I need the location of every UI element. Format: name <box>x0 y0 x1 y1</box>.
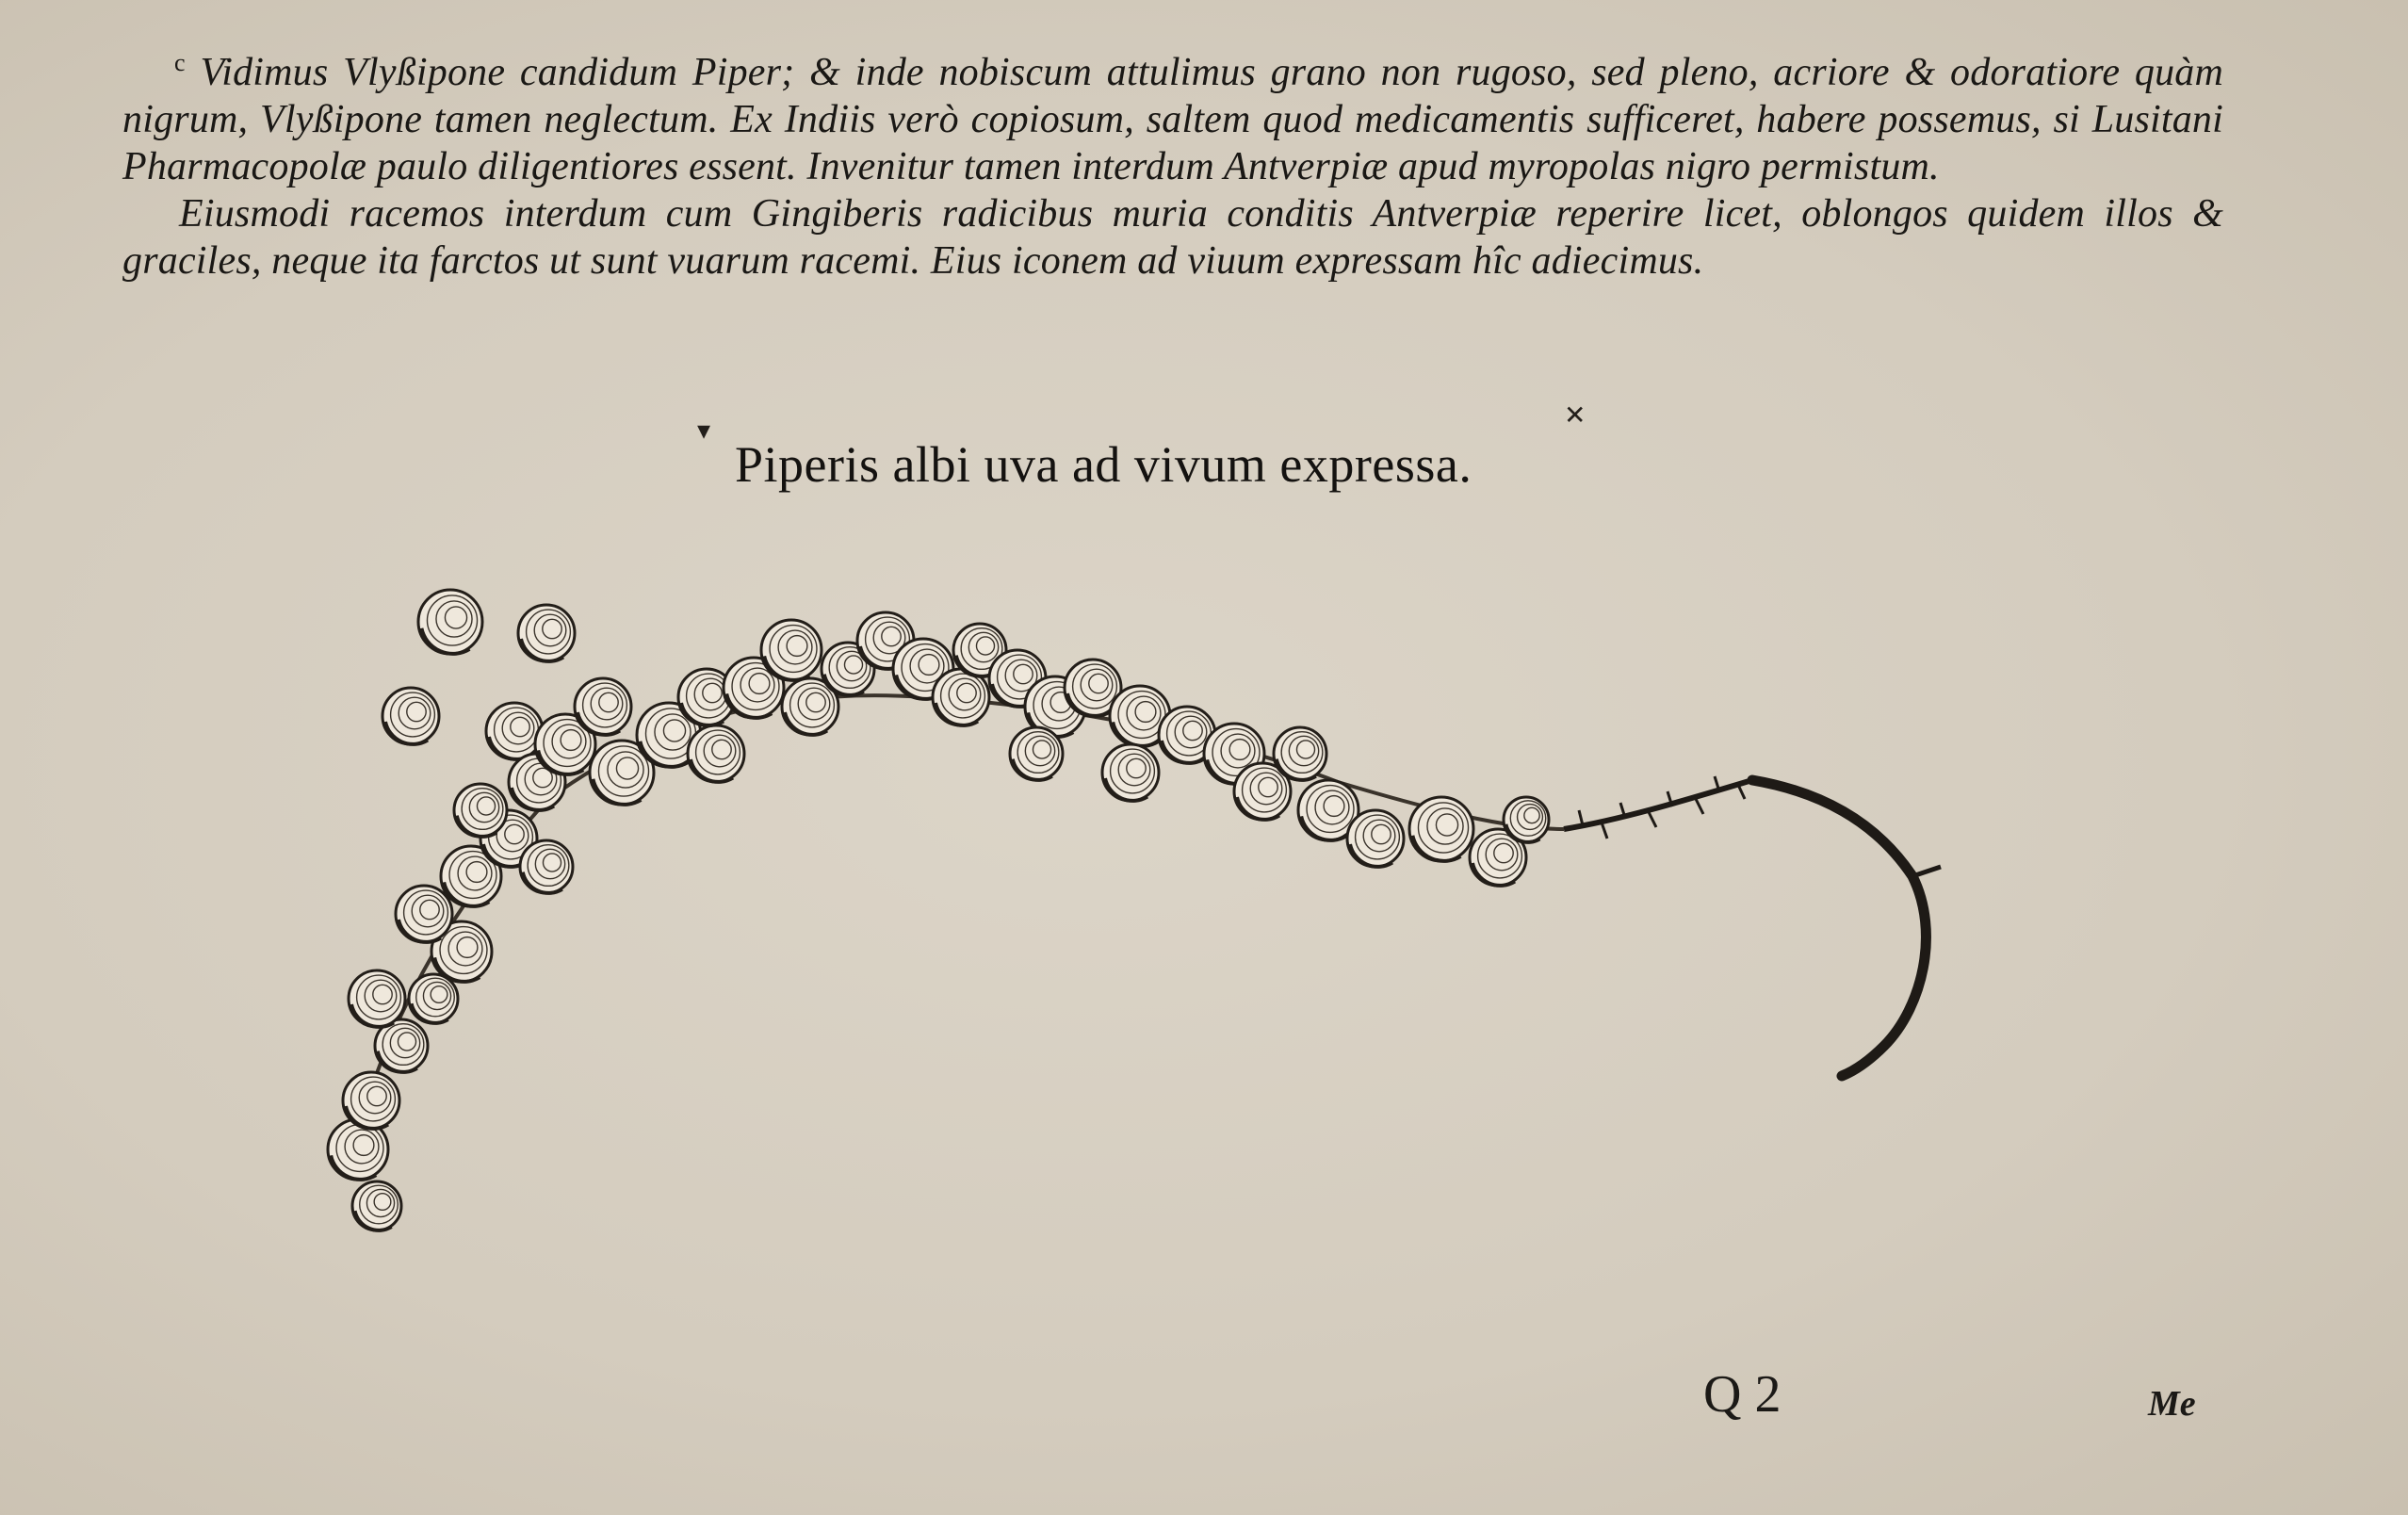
pepper-berry <box>688 725 744 782</box>
pepper-berries <box>328 590 1549 1230</box>
pepper-cluster-illustration <box>320 556 2016 1272</box>
pepper-berry <box>454 784 507 837</box>
pepper-berry <box>396 886 452 942</box>
pepper-berry <box>1347 810 1404 867</box>
catchword: Me <box>2148 1384 2196 1424</box>
pepper-berry <box>1274 727 1326 780</box>
pepper-berry <box>761 620 822 680</box>
pepper-berry <box>1504 797 1549 842</box>
pepper-berry <box>352 1181 401 1230</box>
pepper-berry <box>1010 727 1063 780</box>
footnote-second-text: Eiusmodi racemos interdum cum Gingiberis radicibus muria conditis Antverpiæ reperire licet, oblongos quidem illos & graciles, neque ita farctos ut sunt vuarum racemi. Eius iconem ad viuum expressam hîc adiecimus. <box>122 192 2223 283</box>
pepper-berry <box>1409 797 1473 861</box>
pepper-berry <box>486 703 543 759</box>
pepper-berry <box>349 970 405 1027</box>
footnote-second <box>122 190 2223 285</box>
pepper-berry <box>1102 744 1159 801</box>
pepper-berry <box>520 840 573 893</box>
pepper-berry <box>409 974 458 1023</box>
stray-ink-mark: ✕ <box>1564 401 1586 431</box>
pepper-berry <box>343 1072 399 1129</box>
figure-caption: Piperis albi uva ad vivum expressa. <box>735 436 1472 493</box>
pepper-berry <box>382 688 439 744</box>
stem-hook <box>1752 780 1926 1076</box>
signature-mark: Q 2 <box>1703 1365 1782 1424</box>
footnote-first <box>122 40 2223 190</box>
pepper-berry <box>575 678 631 735</box>
stem-hook-notch <box>1912 867 1941 876</box>
footnote-marker: c <box>174 49 186 76</box>
pepper-berry <box>418 590 482 654</box>
stray-ink-mark: ▾ <box>697 416 711 446</box>
stem-spiny <box>1564 780 1752 829</box>
footnotes <box>122 40 2223 285</box>
pepper-berry <box>518 605 575 661</box>
footnote-first-text: Vidimus Vlyßipone candidum Piper; & inde nobiscum attulimus grano non rugoso, sed pleno, acriore & odoratiore quàm nigrum, Vlyßipone tamen neglectum. Ex Indiis verò copiosum, saltem quod medicamentis sufficeret, habere possemus, si Lusitani Pharmacopolæ paulo diligentiores essent. Invenitur tamen interdum Antverpiæ apud myropolas nigro permistum. <box>122 51 2223 188</box>
